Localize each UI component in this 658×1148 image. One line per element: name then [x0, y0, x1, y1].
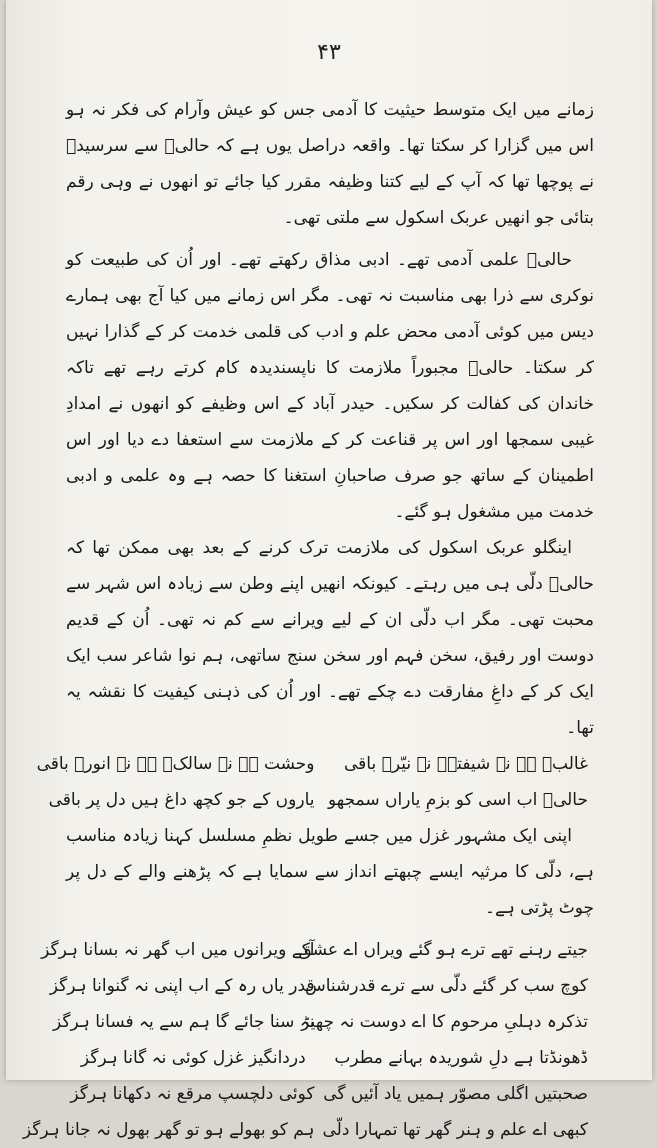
verse-first-line: حالیؔ اب اسی کو بزمِ یاراں سمجھو	[327, 790, 588, 810]
verse-first-line: ڈھونڈتا ہے دلِ شوریدہ بہانے مطرب	[334, 1048, 588, 1068]
verse-second-line: ہم کو بھولے ہو تو گھر بھول نہ جانا ہرگز	[22, 1120, 315, 1140]
page-number: ۴۳	[317, 40, 341, 65]
verse-couplet	[53, 1004, 594, 1040]
verse-first-line: صحبتیں اگلی مصوّر ہمیں یاد آئیں گی	[323, 1084, 588, 1104]
verse-second-line: نہ سنا جائے گا ہم سے یہ فسانا ہرگز	[53, 1012, 315, 1032]
verse-couplet	[66, 1076, 594, 1112]
verse-couplet	[48, 782, 594, 818]
paragraph: اپنی ایک مشہور غزل میں جسے طویل نظمِ مسلسل کہنا زیادہ مناسب ہے، دلّی کا مرثیہ ایسے چبھتے انداز سے سمایا ہے کہ پڑھنے والے کے دل پر چوٹ پڑتی ہے۔	[66, 826, 594, 918]
verse-couplet	[49, 968, 594, 1004]
verse-second-line: آکے ویرانوں میں اب گھر نہ بسانا ہرگز	[41, 940, 315, 960]
verse-second-line: کوئی دلچسپ مرقع نہ دکھانا ہرگز	[70, 1084, 315, 1104]
verse-first-line: غالبؔ ہے نہ شیفتہؔ نہ نیّرؔ باقی	[344, 754, 588, 774]
verse-couplet	[41, 932, 594, 968]
verse-second-line: قدر یاں رہ کے اب اپنی نہ گنوانا ہرگز	[49, 976, 315, 996]
verse-first-line: کبھی اے علم و ہنر گھر تھا تمہارا دلّی	[322, 1120, 588, 1140]
verse-couplet	[66, 1040, 594, 1076]
paragraph: زمانے میں ایک متوسط حیثیت کا آدمی جس کو عیش وآرام کی فکر نہ ہو اس میں گزارا کر سکتا تھا۔ واقعہ دراصل یوں ہے کہ حالیؔ سے سرسیدؔ نے پوچھا تھا کہ آپ کے لیے کتنا وظیفہ مقرر کیا جائے تو انھوں نے وہی رقم بتائی جو انھیں عربک اسکول سے ملتی تھی۔	[66, 100, 594, 228]
verse-second-line: یاروں کے جو کچھ داغ ہیں دل پر باقی	[48, 790, 315, 810]
verse-couplet	[22, 1112, 594, 1148]
verse-couplet	[36, 746, 594, 782]
verse-first-line: جیتے رہنے تھے ترے ہو گئے ویراں اے عشق	[298, 940, 588, 960]
paragraph: حالیؔ علمی آدمی تھے۔ ادبی مذاق رکھتے تھے۔ اور اُن کی طبیعت کو نوکری سے ذرا بھی مناسبت نہ تھی۔ مگر اس زمانے میں کیا آج بھی ہمارے دیس میں کوئی آدمی محض علم و ادب کی قلمی خدمت کر کے گذارا نہیں کر سکتا۔ حالیؔ مجبوراً ملازمت کا ناپسندیدہ کام کرتے رہے تھے تاکہ خاندان کی کفالت کر سکیں۔ حیدر آباد کے اس وظیفے کو انھوں نے امدادِ غیبی سمجھا اور اس پر قناعت کر کے ملازمت سے استعفا دے دیا اور اس اطمینان کے ساتھ جو صرف صاحبانِ استغنا کا حصہ ہے وہ علمی و ادبی خدمت میں مشغول ہو گئے۔	[66, 250, 594, 522]
verse-first-line: کوچ سب کر گئے دلّی سے ترے قدرشناس	[304, 976, 588, 996]
verse-second-line: دردانگیز غزل کوئی نہ گانا ہرگز	[80, 1048, 306, 1068]
verse-second-line: وحشت ہے نہ سالکؔ ہے نہ انورؔ باقی	[36, 754, 315, 774]
paragraph: اینگلو عربک اسکول کی ملازمت ترک کرنے کے بعد بھی ممکن تھا کہ حالیؔ دلّی ہی میں رہتے۔ کیونکہ انھیں اپنے وطن سے زیادہ اس شہر سے محبت تھی۔ مگر اب دلّی ان کے لیے ویرانے سے کم نہ تھی۔ اُن کے قدیم دوست اور رفیق، سخن فہم اور سخن سنج ساتھی، ہم نوا شاعر سب ایک ایک کر کے داغِ مفارقت دے چکے تھے۔ اور اُن کی ذہنی کیفیت کا نقشہ یہ تھا۔	[66, 538, 594, 738]
book-page	[6, 0, 652, 1140]
page-body	[22, 92, 594, 1148]
verse-first-line: تذکرہ دہلیِ مرحوم کا اے دوست نہ چھیڑ	[301, 1012, 588, 1032]
